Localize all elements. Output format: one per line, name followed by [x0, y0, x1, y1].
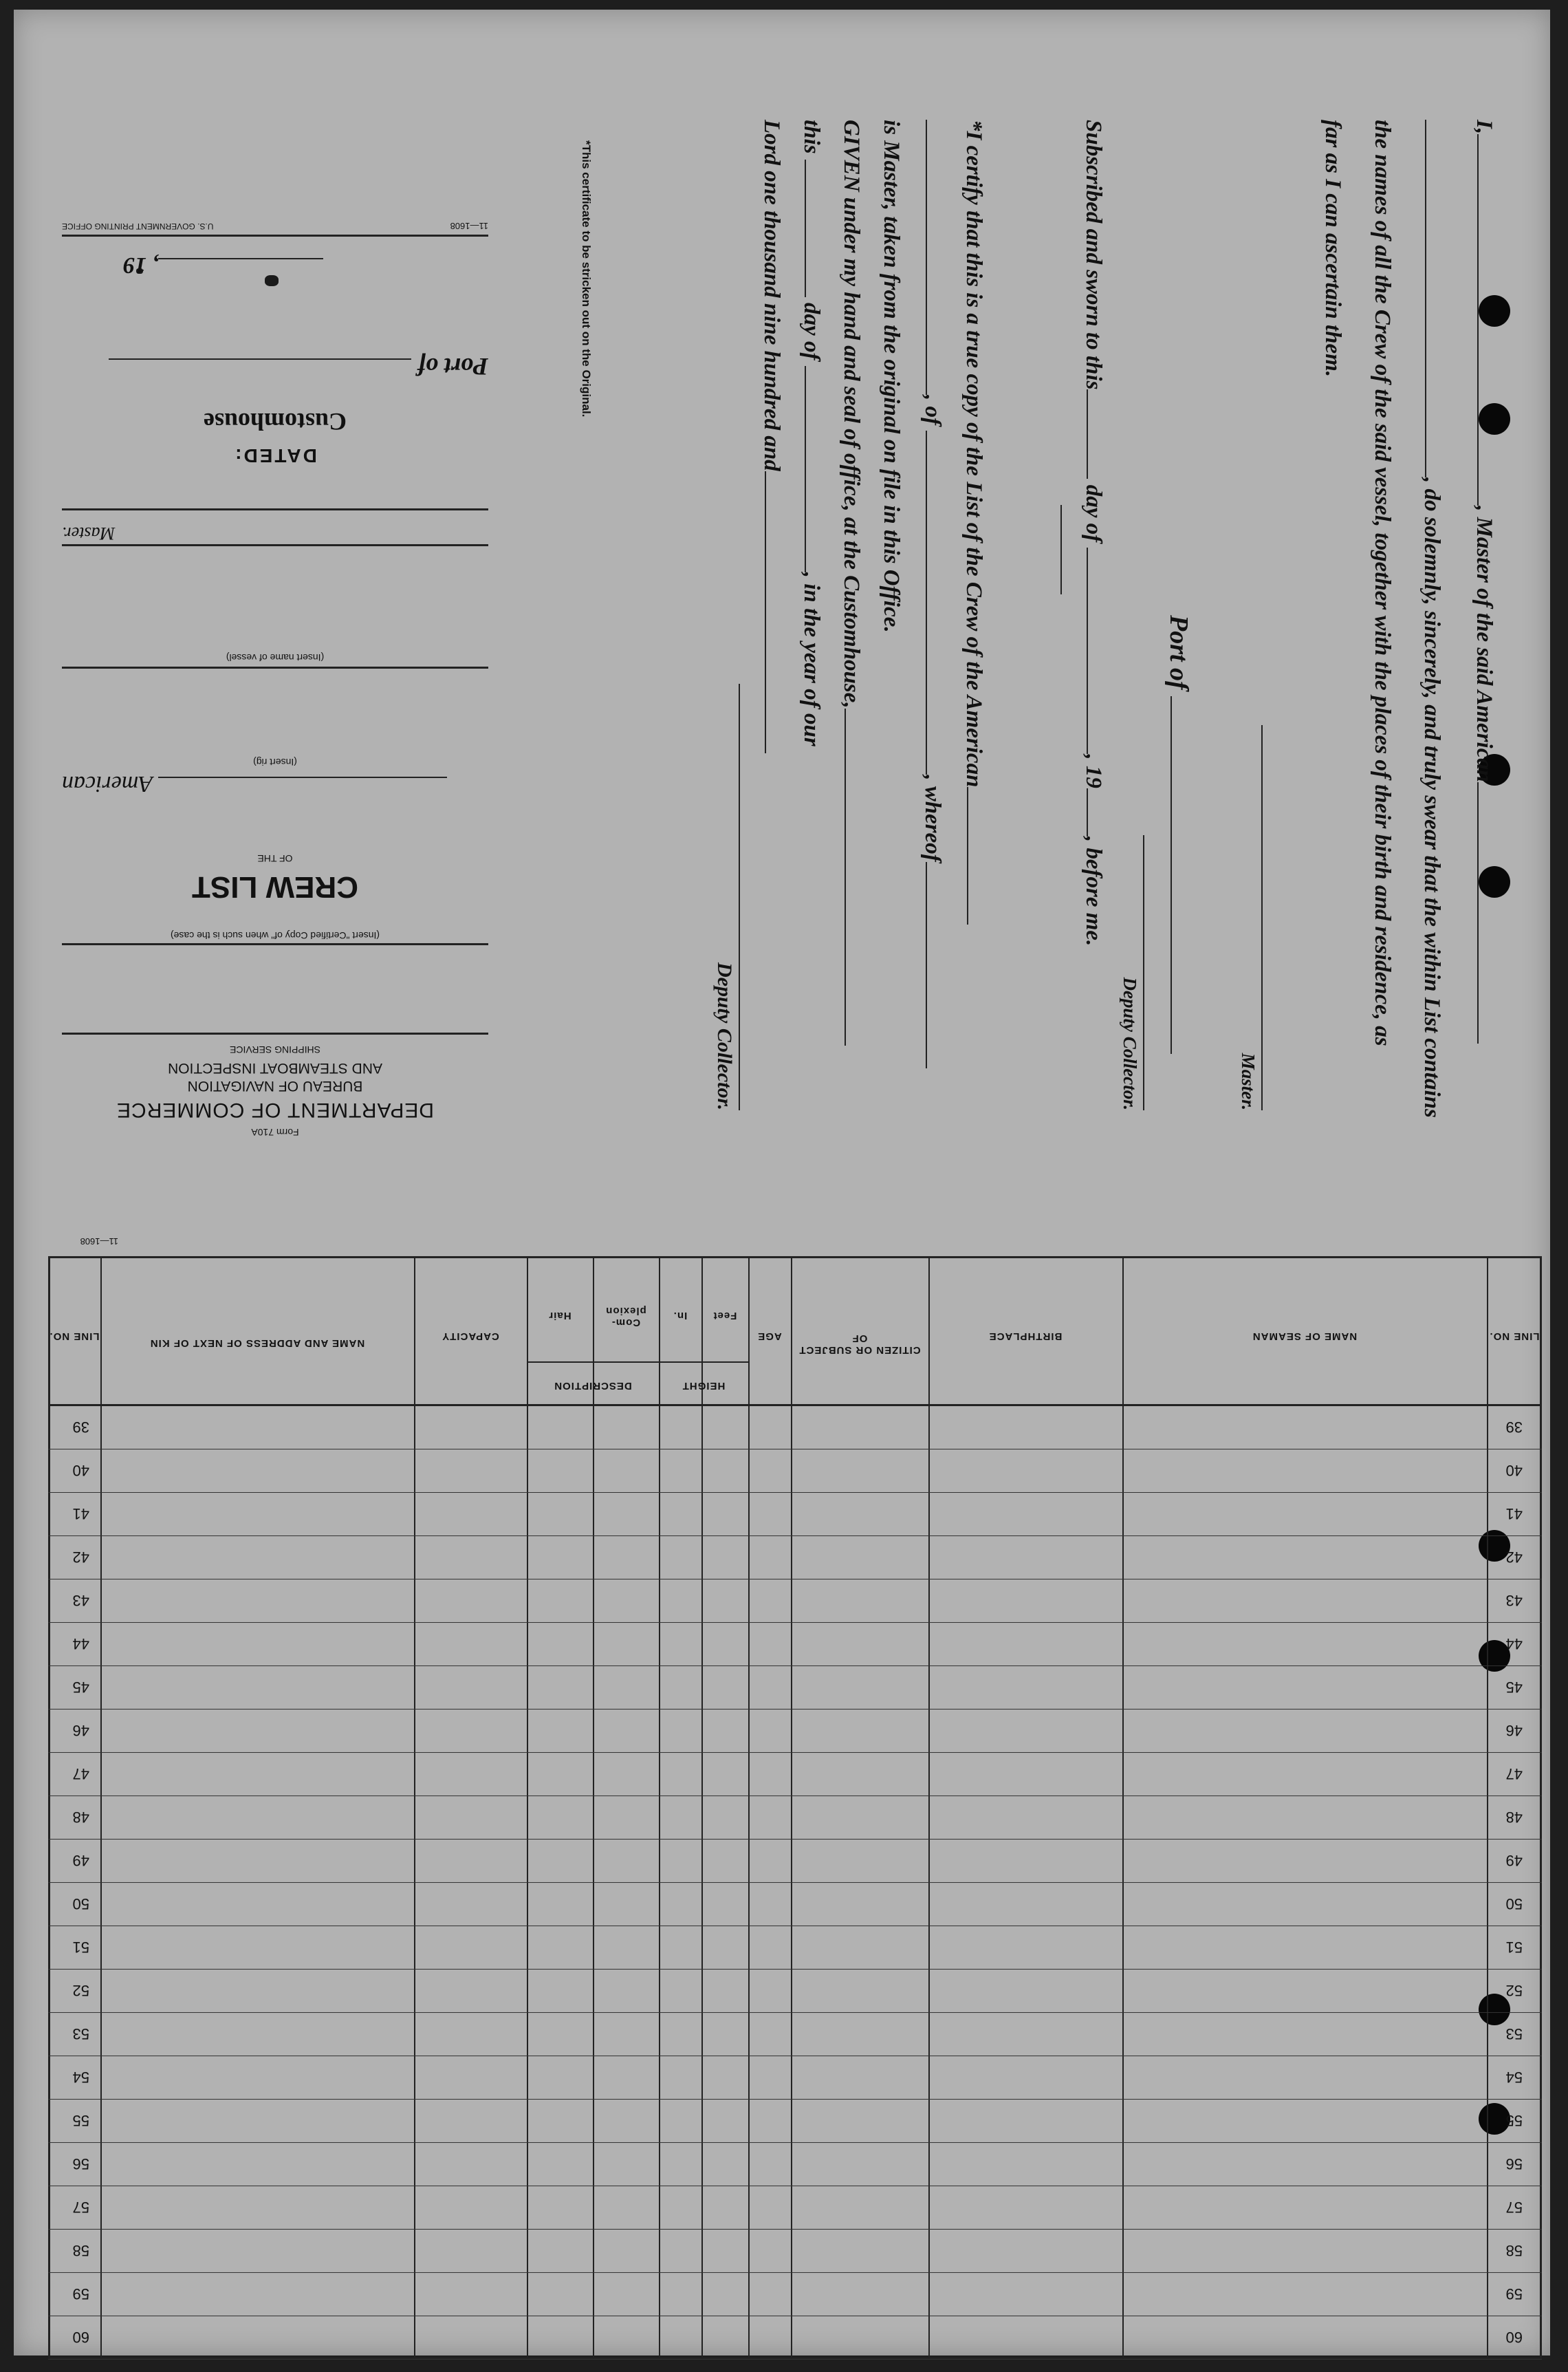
row-line-number: 47: [1505, 1765, 1523, 1783]
cover-insert-certified: (Insert "Certified Copy of" when such is the case): [170, 930, 380, 941]
oath-line-3: the names of all the Crew of the said vessel, together with the places of their birth and residence, as: [1370, 120, 1395, 1046]
row-line-number: 43: [1505, 1592, 1523, 1610]
row-line-number-right: 47: [72, 1765, 89, 1783]
row-line-number-right: 46: [72, 1722, 89, 1740]
port-of-line: Port of: [1164, 615, 1194, 1054]
cover-bureau-2: AND STEAMBOAT INSPECTION: [168, 1060, 382, 1076]
row-line-number: 49: [1505, 1852, 1523, 1870]
cert-line-2: , of , whereof: [919, 120, 945, 1068]
table-row: [48, 2316, 1542, 2360]
row-line-number-right: 49: [72, 1852, 89, 1870]
row-line-number-right: 39: [72, 1419, 89, 1436]
row-line-number-right: 60: [72, 2329, 89, 2347]
hdr-capacity: CAPACITY: [442, 1330, 499, 1342]
cover-rule: [62, 1033, 488, 1035]
table-form-code: 11—1608: [80, 1236, 118, 1247]
cover-american-line: American: [62, 770, 488, 797]
row-line-number-right: 40: [72, 1462, 89, 1480]
table-row: [48, 1796, 1542, 1840]
cover-service: SHIPPING SERVICE: [230, 1044, 321, 1055]
hdr-complexion: Com- plexion: [605, 1305, 646, 1328]
table-row: [48, 1493, 1542, 1536]
row-line-number-right: 50: [72, 1895, 89, 1913]
row-line-number: 57: [1505, 2199, 1523, 2217]
row-line-number: 58: [1505, 2242, 1523, 2260]
cover-panel: [62, 106, 488, 1179]
row-line-number-right: 42: [72, 1549, 89, 1566]
table-row: [48, 1883, 1542, 1926]
cover-insert-vessel: (Insert name of vessel): [226, 652, 325, 663]
cert-line-4: GIVEN under my hand and seal of office, at the Customhouse,: [838, 120, 864, 1046]
table-row: [48, 1710, 1542, 1753]
cover-rule: [62, 235, 488, 237]
hdr-name: NAME OF SEAMAN: [1252, 1330, 1358, 1342]
row-line-number: 60: [1505, 2329, 1523, 2347]
table-row: [48, 1970, 1542, 2013]
row-line-number-right: 57: [72, 2199, 89, 2217]
table-row: [48, 2143, 1542, 2186]
hdr-description: DESCRIPTION: [554, 1380, 632, 1392]
table-row: [48, 2013, 1542, 2056]
oath-line-2: , do solemnly, sincerely, and truly swear that the within List contains: [1419, 120, 1444, 1118]
row-line-number-right: 52: [72, 1982, 89, 2000]
row-line-number: 46: [1505, 1722, 1523, 1740]
document-page: [14, 10, 1550, 2355]
oath-line-1: I,, Master of the said American: [1471, 120, 1496, 1044]
hdr-inches: In.: [673, 1310, 688, 1322]
row-line-number-right: 58: [72, 2242, 89, 2260]
seal-line: [1060, 505, 1062, 594]
table-row: [48, 1536, 1542, 1579]
row-line-number-right: 45: [72, 1679, 89, 1696]
cover-customhouse: Customhouse: [203, 408, 347, 435]
cover-title: CREW LIST: [192, 870, 358, 904]
crew-list-table: [48, 1236, 1542, 2360]
table-row: [48, 1449, 1542, 1493]
subscribed-line: Subscribed and sworn to this day of , 19, before me.: [1081, 120, 1106, 947]
cover-bureau-1: BUREAU OF NAVIGATION: [187, 1078, 363, 1094]
cover-port-of: Port of: [62, 352, 488, 381]
certificate-footnote: *This certificate to be stricken out on the Original.: [580, 140, 593, 418]
cover-printer: U.S. GOVERNMENT PRINTING OFFICE: [62, 222, 214, 231]
row-line-number: 56: [1505, 2155, 1523, 2173]
hdr-line-no: LINE NO.: [1489, 1330, 1540, 1342]
hdr-age: AGE: [757, 1330, 782, 1342]
row-line-number-right: 43: [72, 1592, 89, 1610]
cert-line-3: is Master, taken from the original on file in this Office.: [879, 120, 904, 633]
row-line-number-right: 55: [72, 2112, 89, 2130]
hdr-hair: Hair: [548, 1310, 571, 1322]
description-subrule: [527, 1361, 659, 1363]
table-row: [48, 1623, 1542, 1666]
hdr-height: HEIGHT: [682, 1380, 726, 1392]
row-line-number-right: 48: [72, 1809, 89, 1826]
table-row: [48, 2056, 1542, 2100]
row-line-number: 41: [1505, 1505, 1523, 1523]
table-header: [48, 1254, 1542, 1406]
row-line-number-right: 51: [72, 1939, 89, 1956]
row-line-number: 52: [1505, 1982, 1523, 2000]
cert-line-6: Lord one thousand nine hundred and: [759, 120, 784, 753]
row-line-number: 45: [1505, 1679, 1523, 1696]
row-line-number: 44: [1505, 1635, 1523, 1653]
cover-rule: [62, 667, 488, 669]
cover-dept: DEPARTMENT OF COMMERCE: [116, 1099, 435, 1121]
cover-rule: [62, 943, 488, 945]
master-signature-line: Master.: [1237, 725, 1263, 1110]
table-row: [48, 2230, 1542, 2273]
cover-insert-rig: (Insert rig): [253, 757, 297, 768]
cert-deputy-collector-line: Deputy Collector.: [712, 684, 740, 1110]
row-line-number: 50: [1505, 1895, 1523, 1913]
hdr-line-no-right: LINE NO.: [49, 1330, 100, 1342]
height-subrule: [659, 1361, 748, 1363]
cover-form-code: 11—1608: [450, 221, 488, 231]
cover-rule: [62, 544, 488, 546]
table-row: [48, 1666, 1542, 1710]
row-line-number: 40: [1505, 1462, 1523, 1480]
table-row: [48, 1579, 1542, 1623]
cover-form-no: Form 710A: [251, 1127, 299, 1138]
cover-year: , 19: [123, 252, 323, 278]
cover-master: Master.: [62, 524, 116, 543]
row-line-number: 59: [1505, 2285, 1523, 2303]
table-row: [48, 2100, 1542, 2143]
cert-line-1: *I certify that this is a true copy of the List of the Crew of the American: [961, 120, 986, 925]
row-line-number: 48: [1505, 1809, 1523, 1826]
table-row: [48, 1406, 1542, 1449]
cert-line-5: this day of , in the year of our: [799, 120, 824, 746]
hdr-feet: Feet: [712, 1310, 737, 1322]
table-row: [48, 1840, 1542, 1883]
hdr-birthplace: BIRTHPLACE: [988, 1330, 1063, 1342]
cover-dated: DATED:: [233, 445, 317, 466]
cover-of-the: OF THE: [257, 853, 293, 864]
hdr-next-of-kin: NAME AND ADDRESS OF NEXT OF KIN: [149, 1337, 365, 1349]
row-line-number-right: 56: [72, 2155, 89, 2173]
deputy-collector-line: Deputy Collector.: [1119, 835, 1144, 1110]
table-row: [48, 1753, 1542, 1796]
row-line-number: 53: [1505, 2025, 1523, 2043]
table-row: [48, 1926, 1542, 1970]
table-row: [48, 2186, 1542, 2230]
row-line-number: 42: [1505, 1549, 1523, 1566]
row-line-number-right: 54: [72, 2069, 89, 2087]
row-line-number-right: 59: [72, 2285, 89, 2303]
row-line-number: 55: [1505, 2112, 1523, 2130]
oath-line-4: far as I can ascertain them.: [1320, 120, 1345, 378]
cover-rule: [62, 508, 488, 510]
row-line-number: 51: [1505, 1939, 1523, 1956]
row-line-number-right: 41: [72, 1505, 89, 1523]
row-line-number: 54: [1505, 2069, 1523, 2087]
row-line-number-right: 44: [72, 1635, 89, 1653]
table-row: [48, 2273, 1542, 2316]
row-line-number-right: 53: [72, 2025, 89, 2043]
row-line-number: 39: [1505, 1419, 1523, 1436]
hdr-citizen: CITIZEN OR SUBJECT OF: [798, 1333, 921, 1356]
